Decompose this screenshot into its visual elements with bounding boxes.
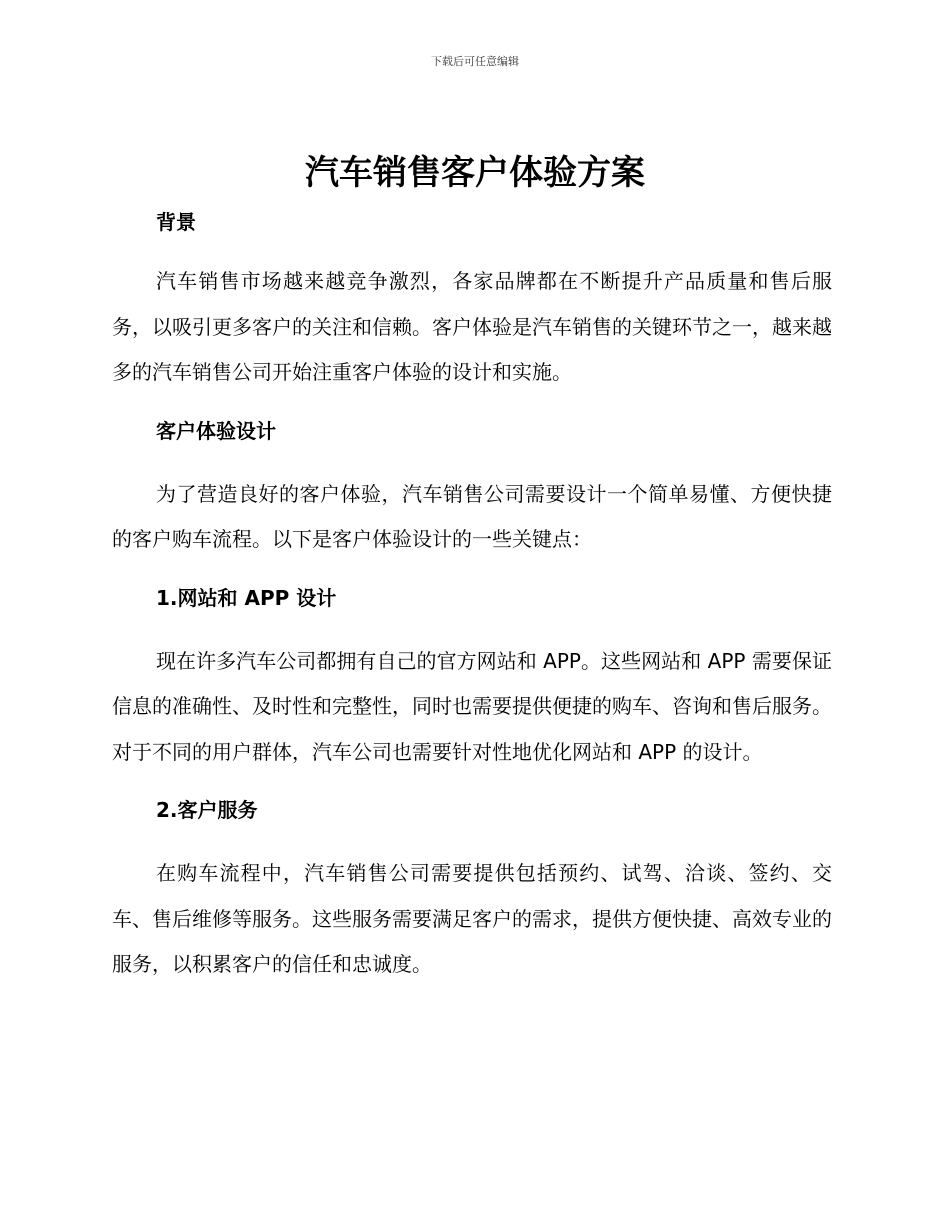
- header-note: 下载后可任意编辑: [431, 55, 519, 68]
- section-paragraph-website-app: 现在许多汽车公司都拥有自己的官方网站和 APP。这些网站和 APP 需要保证信息的准确性、及时性和完整性，同时也需要提供便捷的购车、咨询和售后服务。对于不同的用户群体，汽车公司也需要针对性地优化网站和 APP 的设计。: [112, 648, 832, 764]
- section-paragraph-experience-design: 为了营造良好的客户体验，汽车销售公司需要设计一个简单易懂、方便快捷的客户购车流程。以下是客户体验设计的一些关键点：: [112, 481, 832, 551]
- section-heading-customer-service: 2.客户服务: [156, 798, 258, 822]
- section-heading-website-app: 1.网站和 APP 设计: [156, 585, 337, 610]
- section-heading-experience-design: 客户体验设计: [156, 418, 276, 443]
- section-paragraph-customer-service: 在购车流程中，汽车销售公司需要提供包括预约、试驾、洽谈、签约、交车、售后维修等服务。这些服务需要满足客户的需求，提供方便快捷、高效专业的服务，以积累客户的信任和忠诚度。: [112, 861, 832, 976]
- document-body: [112, 205, 832, 988]
- section-heading-background: 背景: [156, 210, 196, 234]
- document-title: 汽车销售客户体验方案: [305, 153, 645, 193]
- section-paragraph-background: 汽车销售市场越来越竞争激烈，各家品牌都在不断提升产品质量和售后服务，以吸引更多客户的关注和信赖。客户体验是汽车销售的关键环节之一，越来越多的汽车销售公司开始注重客户体验的设计和实施。: [112, 269, 832, 384]
